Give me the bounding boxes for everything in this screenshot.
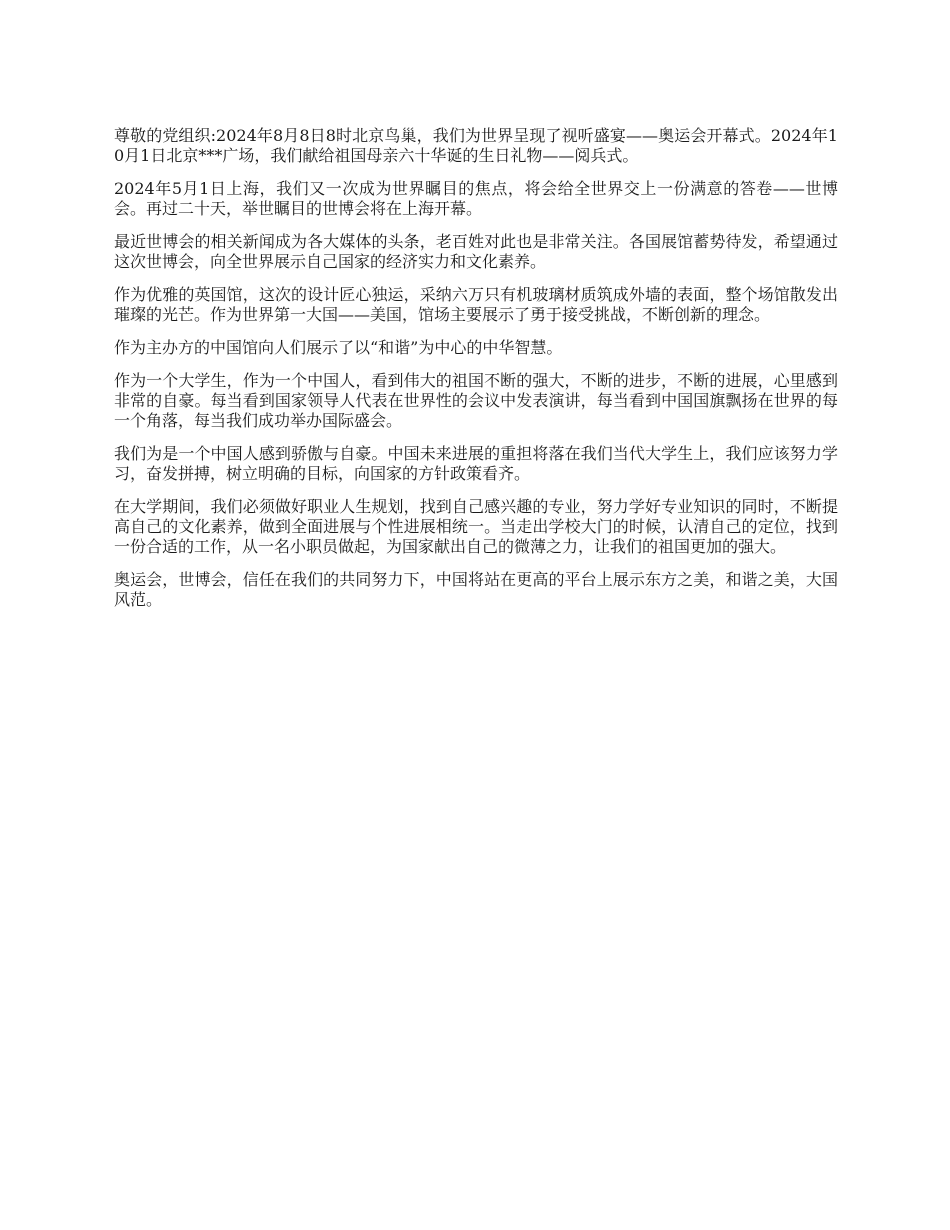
paragraph-3: 最近世博会的相关新闻成为各大媒体的头条，老百姓对此也是非常关注。各国展馆蓄势待发，希望通过这次世博会，向全世界展示自己国家的经济实力和文化素养。 — [114, 232, 838, 271]
paragraph-6: 作为一个大学生，作为一个中国人，看到伟大的祖国不断的强大，不断的进步，不断的进展，心里感到非常的自豪。每当看到国家领导人代表在世界性的会议中发表演讲，每当看到中国国旗飘扬在世界的每一个角落，每当我们成功举办国际盛会。 — [114, 371, 838, 430]
paragraph-7: 我们为是一个中国人感到骄傲与自豪。中国未来进展的重担将落在我们当代大学生上，我们应该努力学习，奋发拼搏，树立明确的目标，向国家的方针政策看齐。 — [114, 444, 838, 483]
paragraph-1: 尊敬的党组织:2024年8月8日8时北京鸟巢，我们为世界呈现了视听盛宴——奥运会开幕式。2024年10月1日北京***广场，我们献给祖国母亲六十华诞的生日礼物——阅兵式。 — [114, 126, 838, 165]
paragraph-2: 2024年5月1日上海，我们又一次成为世界瞩目的焦点，将会给全世界交上一份满意的答卷——世博会。再过二十天，举世瞩目的世博会将在上海开幕。 — [114, 179, 838, 218]
paragraph-8: 在大学期间，我们必须做好职业人生规划，找到自己感兴趣的专业，努力学好专业知识的同时，不断提高自己的文化素养，做到全面进展与个性进展相统一。当走出学校大门的时候，认清自己的定位，找到一份合适的工作，从一名小职员做起，为国家献出自己的微薄之力，让我们的祖国更加的强大。 — [114, 497, 838, 556]
document-body — [114, 126, 838, 623]
paragraph-9: 奥运会，世博会，信任在我们的共同努力下，中国将站在更高的平台上展示东方之美，和谐之美，大国风范。 — [114, 570, 838, 609]
paragraph-5: 作为主办方的中国馆向人们展示了以“和谐”为中心的中华智慧。 — [114, 338, 563, 357]
paragraph-4: 作为优雅的英国馆，这次的设计匠心独运，采纳六万只有机玻璃材质筑成外墙的表面，整个场馆散发出璀璨的光芒。作为世界第一大国——美国，馆场主要展示了勇于接受挑战，不断创新的理念。 — [114, 285, 838, 324]
